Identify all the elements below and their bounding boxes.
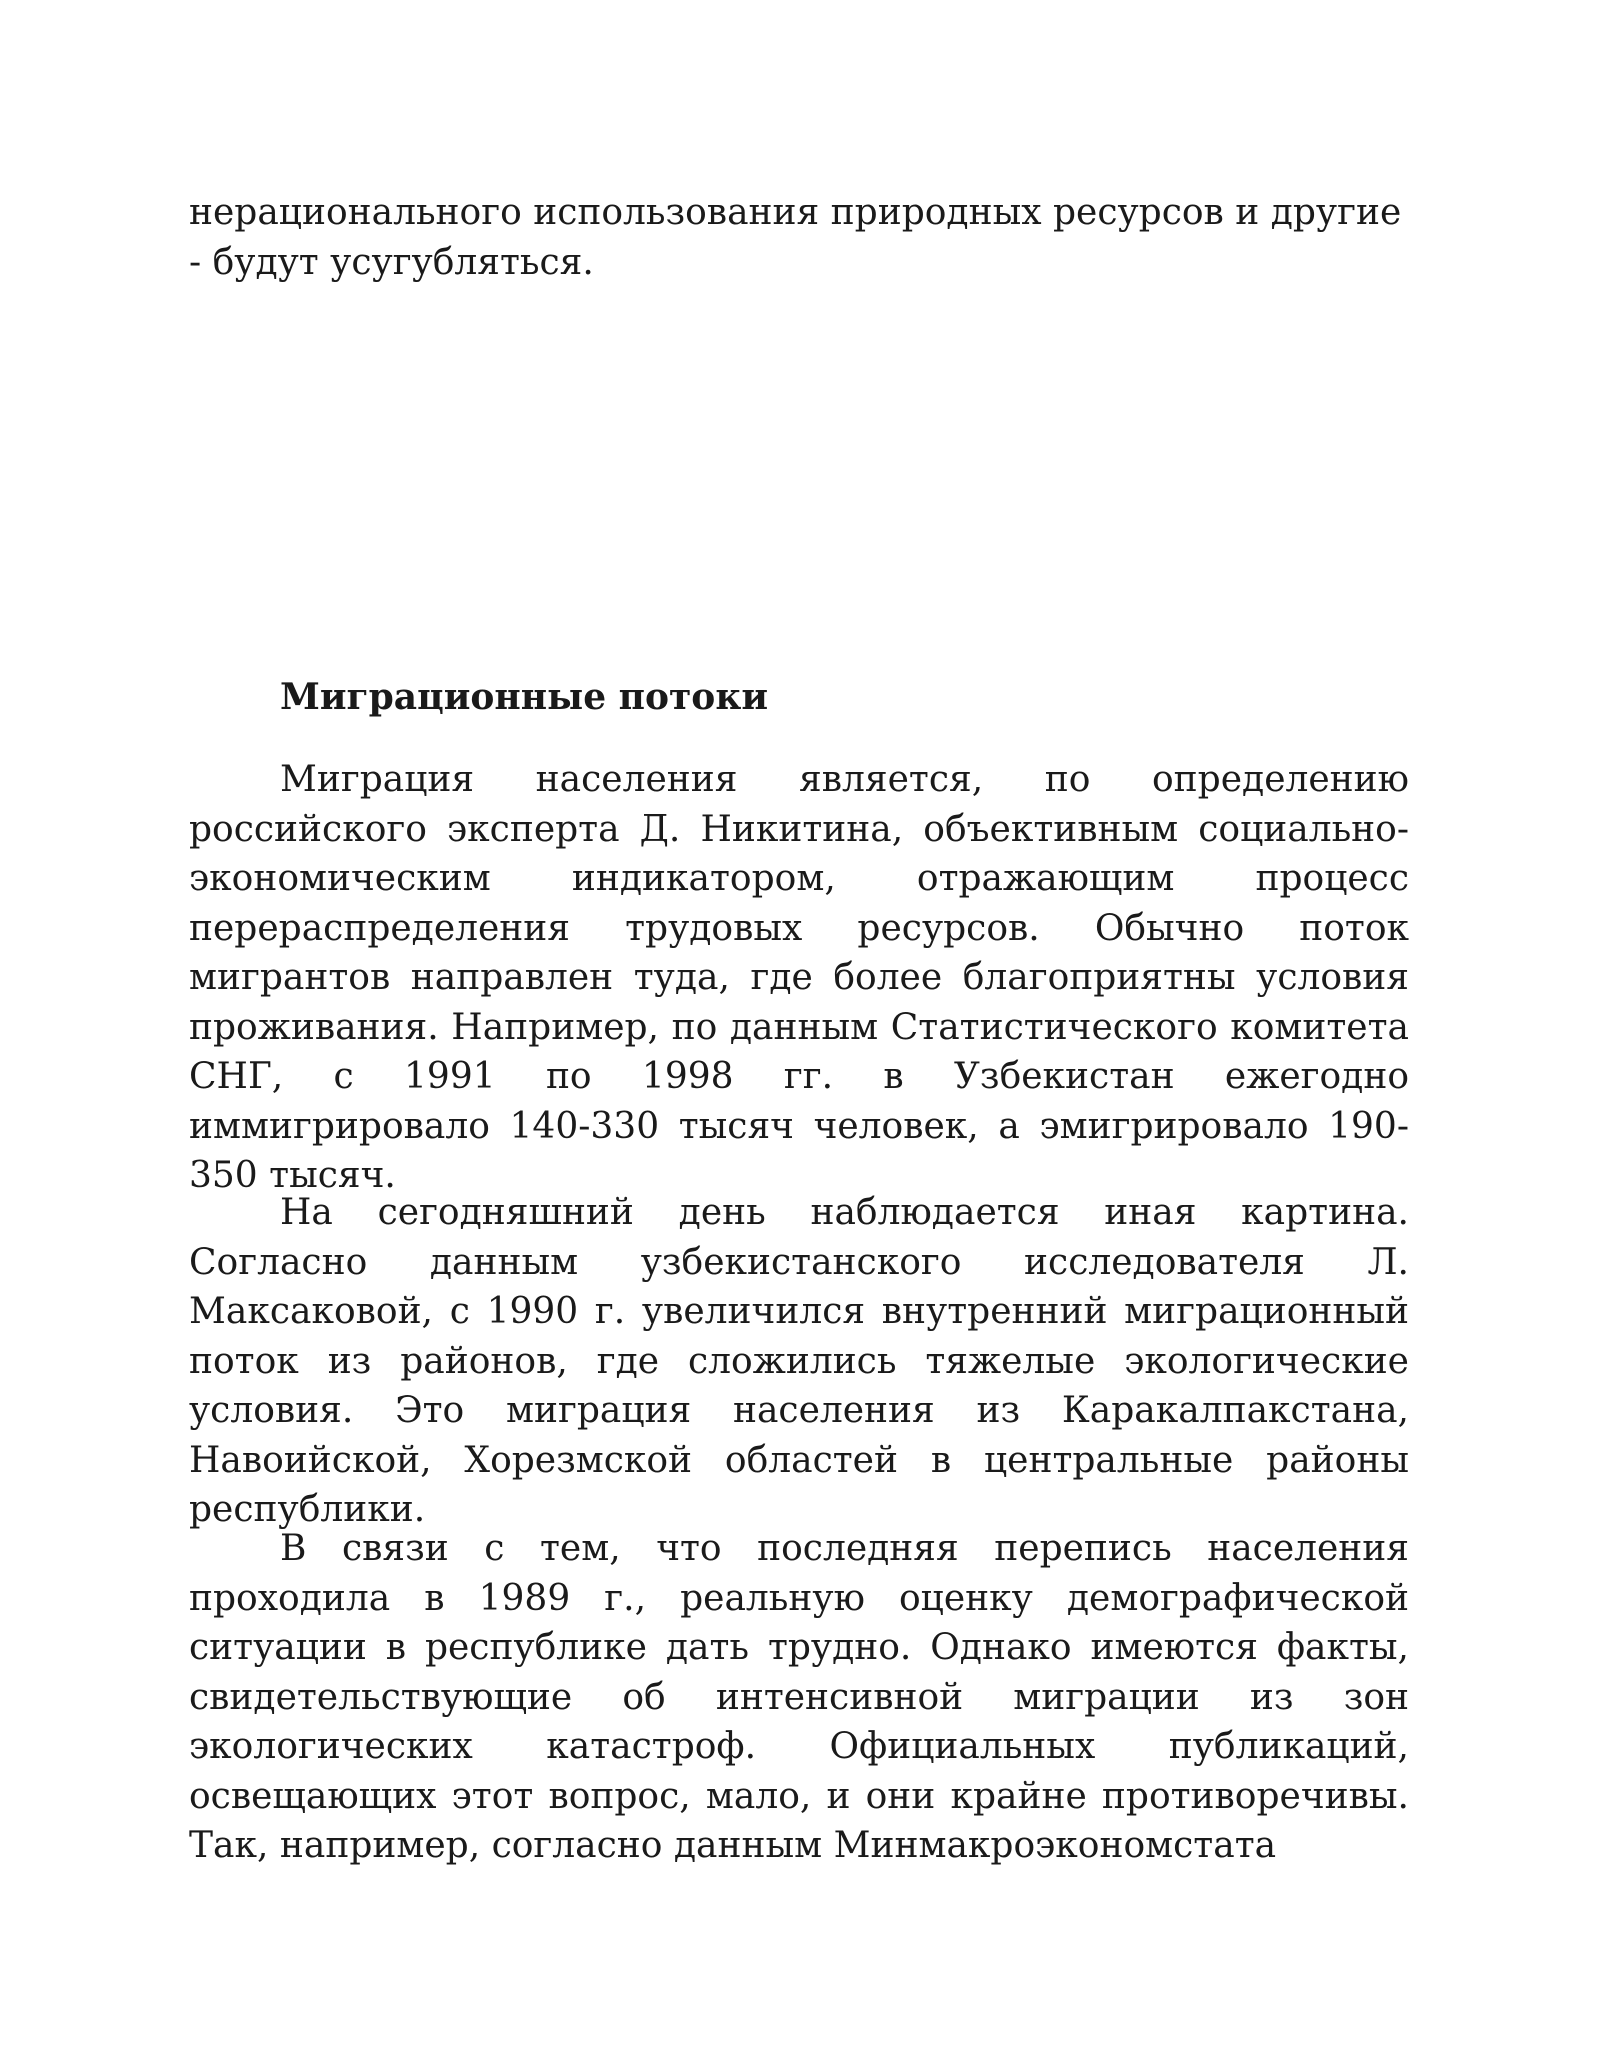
continuation-paragraph: нерационального использования природных ресурсов и другие - будут усугубляться. <box>189 192 1402 283</box>
section-heading: Миграционные потоки <box>280 676 769 718</box>
paragraph-3: В связи с тем, что последняя перепись населения проходила в 1989 г., реальную оценку демографической ситуации в республике дать трудно. Однако имеются факты, свидетельствующие об интенсивной миграции из зон экологических катастроф. Официальных публикаций, освещающих этот вопрос, мало, и они крайне противоречивы. Так, например, согласно данным Минмакроэкономстата <box>189 1528 1409 1866</box>
paragraph-2: На сегодняшний день наблюдается иная картина. Согласно данным узбекистанского исследователя Л. Максаковой, с 1990 г. увеличился внутренний миграционный поток из районов, где сложились тяжелые экологические условия. Это миграция населения из Каракалпакстана, Навоийской, Хорезмской областей в центральные районы республики. <box>189 1192 1409 1530</box>
paragraph-1: Миграция населения является, по определению российского эксперта Д. Никитина, объективным социально-экономическим индикатором, отражающим процесс перераспределения трудовых ресурсов. Обычно поток мигрантов направлен туда, где более благоприятны условия проживания. Например, по данным Статистического комитета СНГ, с 1991 по 1998 гг. в Узбекистан ежегодно иммигрировало 140-330 тысяч человек, а эмигрировало 190-350 тысяч. <box>189 759 1409 1196</box>
